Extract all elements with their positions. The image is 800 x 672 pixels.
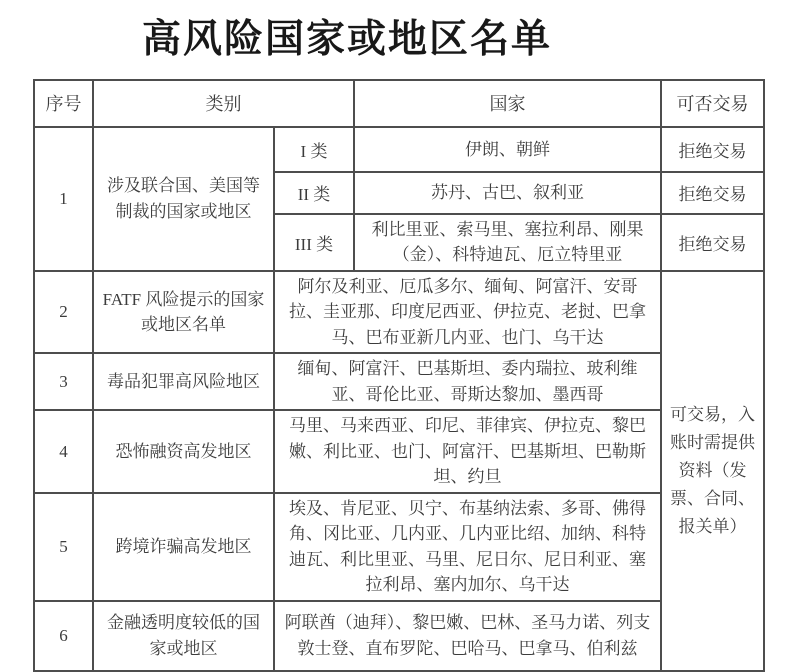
col-header-category: 类别 [93,80,354,127]
row-no: 5 [34,493,93,601]
tier-cell: I 类 [274,127,354,172]
category-cell: 恐怖融资高发地区 [93,410,274,493]
tier-cell: III 类 [274,214,354,271]
col-header-no: 序号 [34,80,93,127]
decision-cell: 拒绝交易 [661,214,764,271]
table-row [34,493,764,601]
countries-cell: 阿联酋（迪拜）、黎巴嫩、巴林、圣马力诺、列支敦士登、直布罗陀、巴哈马、巴拿马、伯利兹 [274,601,661,671]
decision-cell: 拒绝交易 [661,127,764,172]
header-row [34,80,764,127]
row-no: 2 [34,271,93,354]
row-no: 6 [34,601,93,671]
countries-cell: 利比里亚、索马里、塞拉利昂、刚果（金）、科特迪瓦、厄立特里亚 [354,214,661,271]
row-no: 4 [34,410,93,493]
tier-cell: II 类 [274,172,354,214]
countries-cell: 缅甸、阿富汗、巴基斯坦、委内瑞拉、玻利维亚、哥伦比亚、哥斯达黎加、墨西哥 [274,353,661,410]
category-cell: 毒品犯罪高风险地区 [93,353,274,410]
col-header-country: 国家 [354,80,661,127]
high-risk-country-table [33,79,765,672]
table-row [34,601,764,671]
row-no: 3 [34,353,93,410]
table-row [34,271,764,354]
table-row [34,353,764,410]
category-cell: FATF 风险提示的国家或地区名单 [93,271,274,354]
category-cell: 涉及联合国、美国等制裁的国家或地区 [93,127,274,271]
col-header-tradable: 可否交易 [661,80,764,127]
table-row [34,127,764,172]
countries-cell: 马里、马来西亚、印尼、菲律宾、伊拉克、黎巴嫩、利比亚、也门、阿富汗、巴基斯坦、巴勒斯坦、约旦 [274,410,661,493]
decision-cell: 拒绝交易 [661,172,764,214]
countries-cell: 埃及、肯尼亚、贝宁、布基纳法索、多哥、佛得角、冈比亚、几内亚、几内亚比绍、加纳、科特迪瓦、利比里亚、马里、尼日尔、尼日利亚、塞拉利昂、塞内加尔、乌干达 [274,493,661,601]
countries-cell: 苏丹、古巴、叙利亚 [354,172,661,214]
merged-decision-cell: 可交易，入账时需提供资料（发票、合同、报关单） [661,271,764,671]
category-cell: 跨境诈骗高发地区 [93,493,274,601]
countries-cell: 阿尔及利亚、厄瓜多尔、缅甸、阿富汗、安哥拉、圭亚那、印度尼西亚、伊拉克、老挝、巴拿马、巴布亚新几内亚、也门、乌干达 [274,271,661,354]
page-title: 高风险国家或地区名单 [141,18,552,61]
table-row [34,410,764,493]
category-cell: 金融透明度较低的国家或地区 [93,601,274,671]
countries-cell: 伊朗、朝鲜 [354,127,661,172]
row-no: 1 [34,127,93,271]
